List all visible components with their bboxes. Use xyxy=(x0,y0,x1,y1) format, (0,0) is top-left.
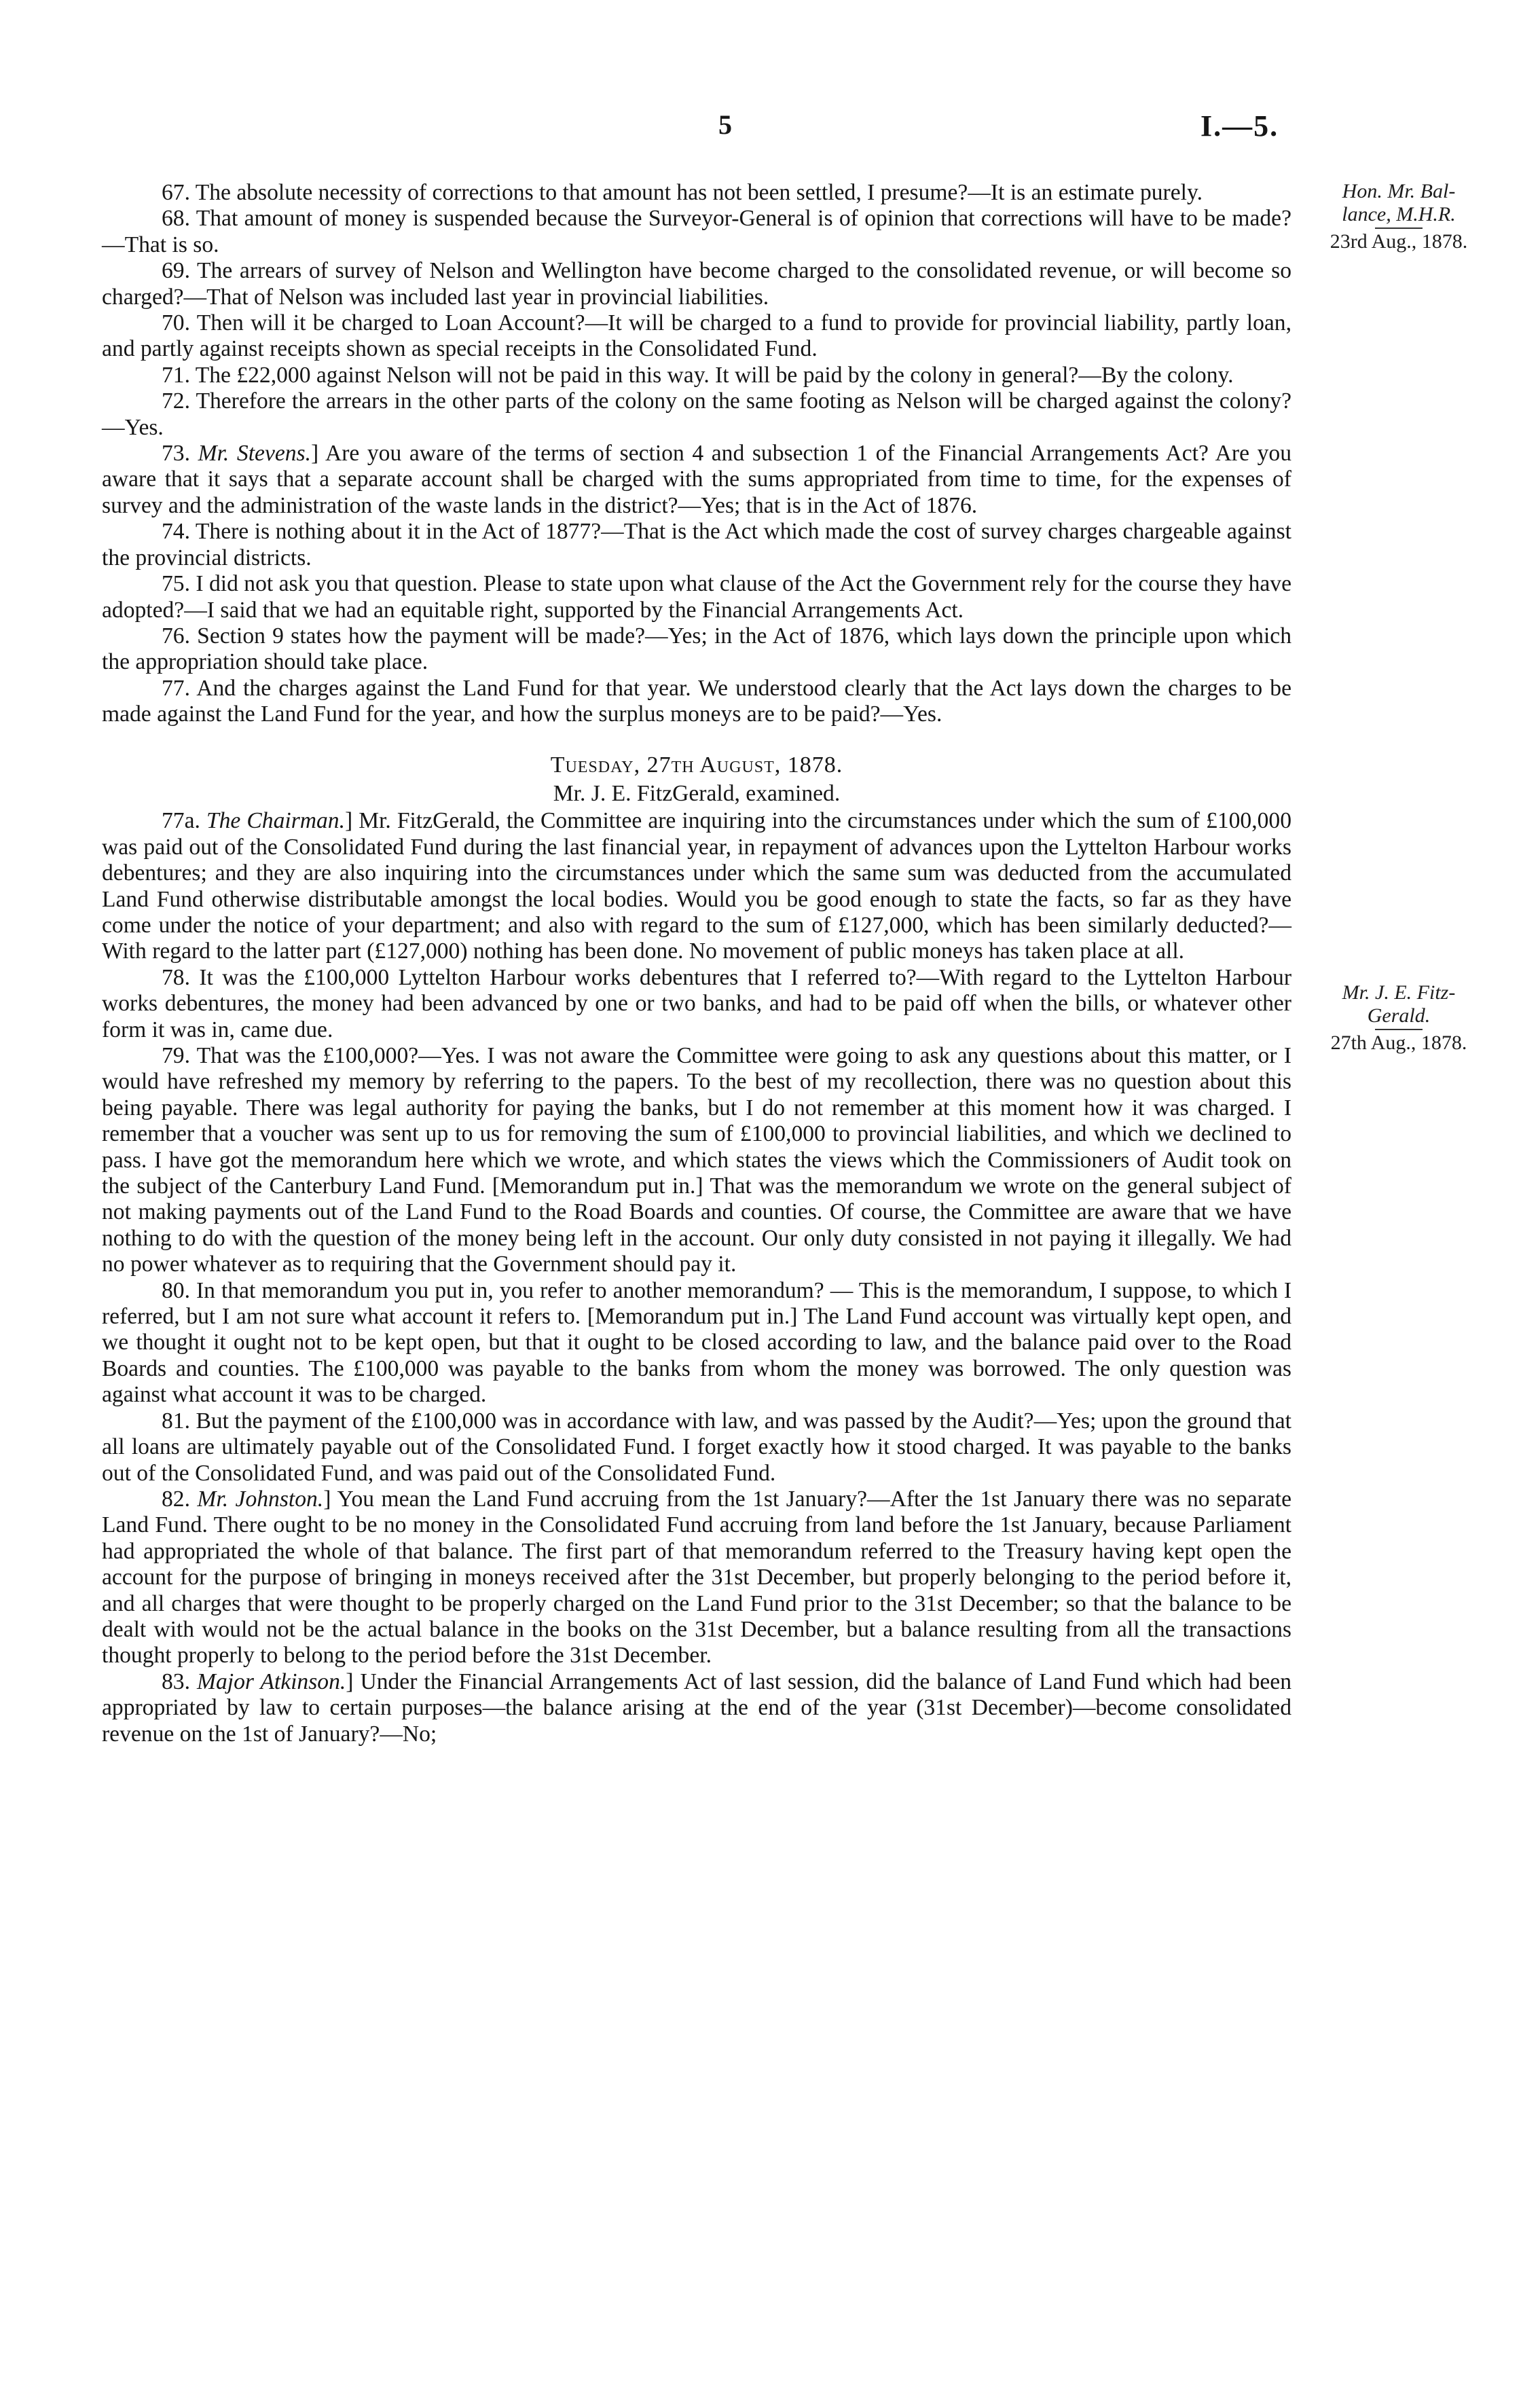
margin-name: Mr. J. E. Fitz- xyxy=(1342,981,1456,1004)
question-paragraph: 80. In that memorandum you put in, you refer to another memorandum? — This is the memorandum, I suppose, to which I referred, but I am not sure what account it refers to. [Memorandum put in.] The Land Fund account was virtually kept open, and we thought it ought not to be kept open, but that it ought to be closed according to law, and the balance paid over to the Road Boards and counties. The £100,000 was payable to the banks from whom the money was borrowed. The only question was against what account it was to be charged. xyxy=(102,1277,1291,1408)
question-paragraph: 77a. The Chairman.] Mr. FitzGerald, the Committee are inquiring into the circumstances under which the sum of £100,000 was paid out of the Consolidated Fund during the last financial year, in repayment of advances upon the Lyttelton Harbour works debentures; and they are also inquiring into the circumstances under which the same sum was deducted from the accumulated Land Fund otherwise distributable amongst the local bodies. Would you be good enough to state the facts, so far as they have come under the notice of your department; and also with regard to the sum of £127,000, which has been similarly deducted?—With regard to the latter part (£127,000) nothing has been done. No movement of public moneys has taken place at all. xyxy=(102,808,1291,964)
question-paragraph: 73. Mr. Stevens.] Are you aware of the terms of section 4 and subsection 1 of the Financial Arrangements Act? Are you aware that it says that a separate account shall be charged with the sums appropriated from time to time, for the expenses of survey and the administration of the waste lands in the district?—Yes; that is in the Act of 1876. xyxy=(102,441,1291,518)
speaker-name: Mr. Stevens. xyxy=(198,441,311,467)
question-paragraph: 77. And the charges against the Land Fund for that year. We understood clearly that the Act lays down the charges to be made against the Land Fund for the year, and how the surplus moneys are to be paid?—Yes. xyxy=(102,675,1291,727)
margin-name-cont: Gerald. xyxy=(1367,1004,1431,1027)
main-text-column xyxy=(102,180,1291,1747)
page-header xyxy=(0,109,1540,149)
paper-reference: I.—5. xyxy=(1200,109,1279,143)
margin-date: 23rd Aug., 1878. xyxy=(1330,230,1468,253)
question-paragraph: 81. But the payment of the £100,000 was in accordance with law, and was passed by the Audit?—Yes; upon the ground that all loans are ultimately payable out of the Consolidated Fund. I forget exactly how it stood charged. It was payable to the banks out of the Consolidated Fund, and was paid out of the Consolidated Fund. xyxy=(102,1408,1291,1486)
question-paragraph: 79. That was the £100,000?—Yes. I was not aware the Committee were going to ask any questions about this matter, or I would have refreshed my memory by referring to the papers. To the best of my recollection, there was no question about this being payable. There was legal authority for paying the banks, but I do not remember at this moment how it was charged. I remember that a voucher was sent up to us for removing the sum of £100,000 to provincial liabilities, and which we declined to pass. I have got the memorandum here which we wrote, and which states the views which the Commissioners of Audit took on the subject of the Canterbury Land Fund. [Memorandum put in.] That was the memorandum we wrote on the general subject of not making payments out of the Land Fund to the Road Boards and counties. Of course, the Committee are aware that we have nothing to do with the question of the money being left in the account. Our only duty consisted in not paying it illegally. We had no power whatever as to requiring that the Government should pay it. xyxy=(102,1043,1291,1277)
speaker-name: Major Atkinson. xyxy=(197,1669,346,1694)
question-paragraph: 74. There is nothing about it in the Act of 1877?—That is the Act which made the cost of survey charges chargeable against the provincial districts. xyxy=(102,519,1291,570)
question-paragraph: 70. Then will it be charged to Loan Account?—It will be charged to a fund to provide for provincial liability, partly loan, and partly against receipts shown as special receipts in the Consolidated Fund. xyxy=(102,310,1291,362)
question-paragraph: 82. Mr. Johnston.] You mean the Land Fund accruing from the 1st January?—After the 1st January there was no separate Land Fund. There ought to be no money in the Consolidated Fund accruing from land before the 1st January, because Parliament had appropriated the whole of that balance. The first part of that memorandum referred to the Treasury having kept open the account for the purpose of bringing in moneys received after the 31st December, but properly belonging to the period before it, and all charges that were thought to be properly charged on the Land Fund prior to the 31st December; so that the balance to be dealt with would not be the actual balance in the books on the 31st December, but a balance resulting from all the transactions thought properly to belong to the period before the 31st December. xyxy=(102,1486,1291,1669)
question-paragraph: 68. That amount of money is suspended because the Surveyor-General is of opinion that corrections will have to be made?—That is so. xyxy=(102,206,1291,257)
date-heading: Tuesday, 27th August, 1878. xyxy=(550,752,843,778)
page-number: 5 xyxy=(718,109,732,140)
question-paragraph: 75. I did not ask you that question. Please to state upon what clause of the Act the Government rely for the course they have adopted?—I said that we had an equitable right, supported by the Financial Arrangements Act. xyxy=(102,571,1291,623)
margin-name: Hon. Mr. Bal- xyxy=(1342,180,1456,202)
question-paragraph: 76. Section 9 states how the payment will be made?—Yes; in the Act of 1876, which lays down the principle upon which the appropriation should take place. xyxy=(102,623,1291,675)
question-paragraph: 78. It was the £100,000 Lyttelton Harbour works debentures that I referred to?—With regard to the Lyttelton Harbour works debentures, the money had been advanced by one or two banks, and had to be paid off when the bills, or whatever other form it was in, came due. xyxy=(102,964,1291,1042)
margin-name-cont: lance, M.H.R. xyxy=(1342,203,1456,225)
question-paragraph: 71. The £22,000 against Nelson will not be paid in this way. It will be paid by the colony in general?—By the colony. xyxy=(162,362,1234,388)
question-paragraph: 72. Therefore the arrears in the other parts of the colony on the same footing as Nelson will be charged against the colony?—Yes. xyxy=(102,388,1291,440)
speaker-name: Mr. Johnston. xyxy=(197,1486,324,1512)
question-paragraph: 67. The absolute necessity of corrections to that amount has not been settled, I presume?—It is an estimate purely. xyxy=(162,180,1203,205)
margin-note-balance xyxy=(1297,180,1501,253)
witness-heading: Mr. J. E. FitzGerald, examined. xyxy=(553,780,841,806)
margin-note-fitzgerald xyxy=(1297,981,1501,1055)
question-paragraph: 69. The arrears of survey of Nelson and Wellington have become charged to the consolidated revenue, or will become so charged?—That of Nelson was included last year in provincial liabilities. xyxy=(102,258,1291,310)
margin-date: 27th Aug., 1878. xyxy=(1330,1032,1467,1054)
question-paragraph: 83. Major Atkinson.] Under the Financial Arrangements Act of last session, did the balance of Land Fund which had been appropriated by law to certain purposes—the balance arising at the end of the year (31st December)—become consolidated revenue on the 1st of January?—No; xyxy=(102,1669,1291,1747)
speaker-name: The Chairman. xyxy=(206,808,345,834)
